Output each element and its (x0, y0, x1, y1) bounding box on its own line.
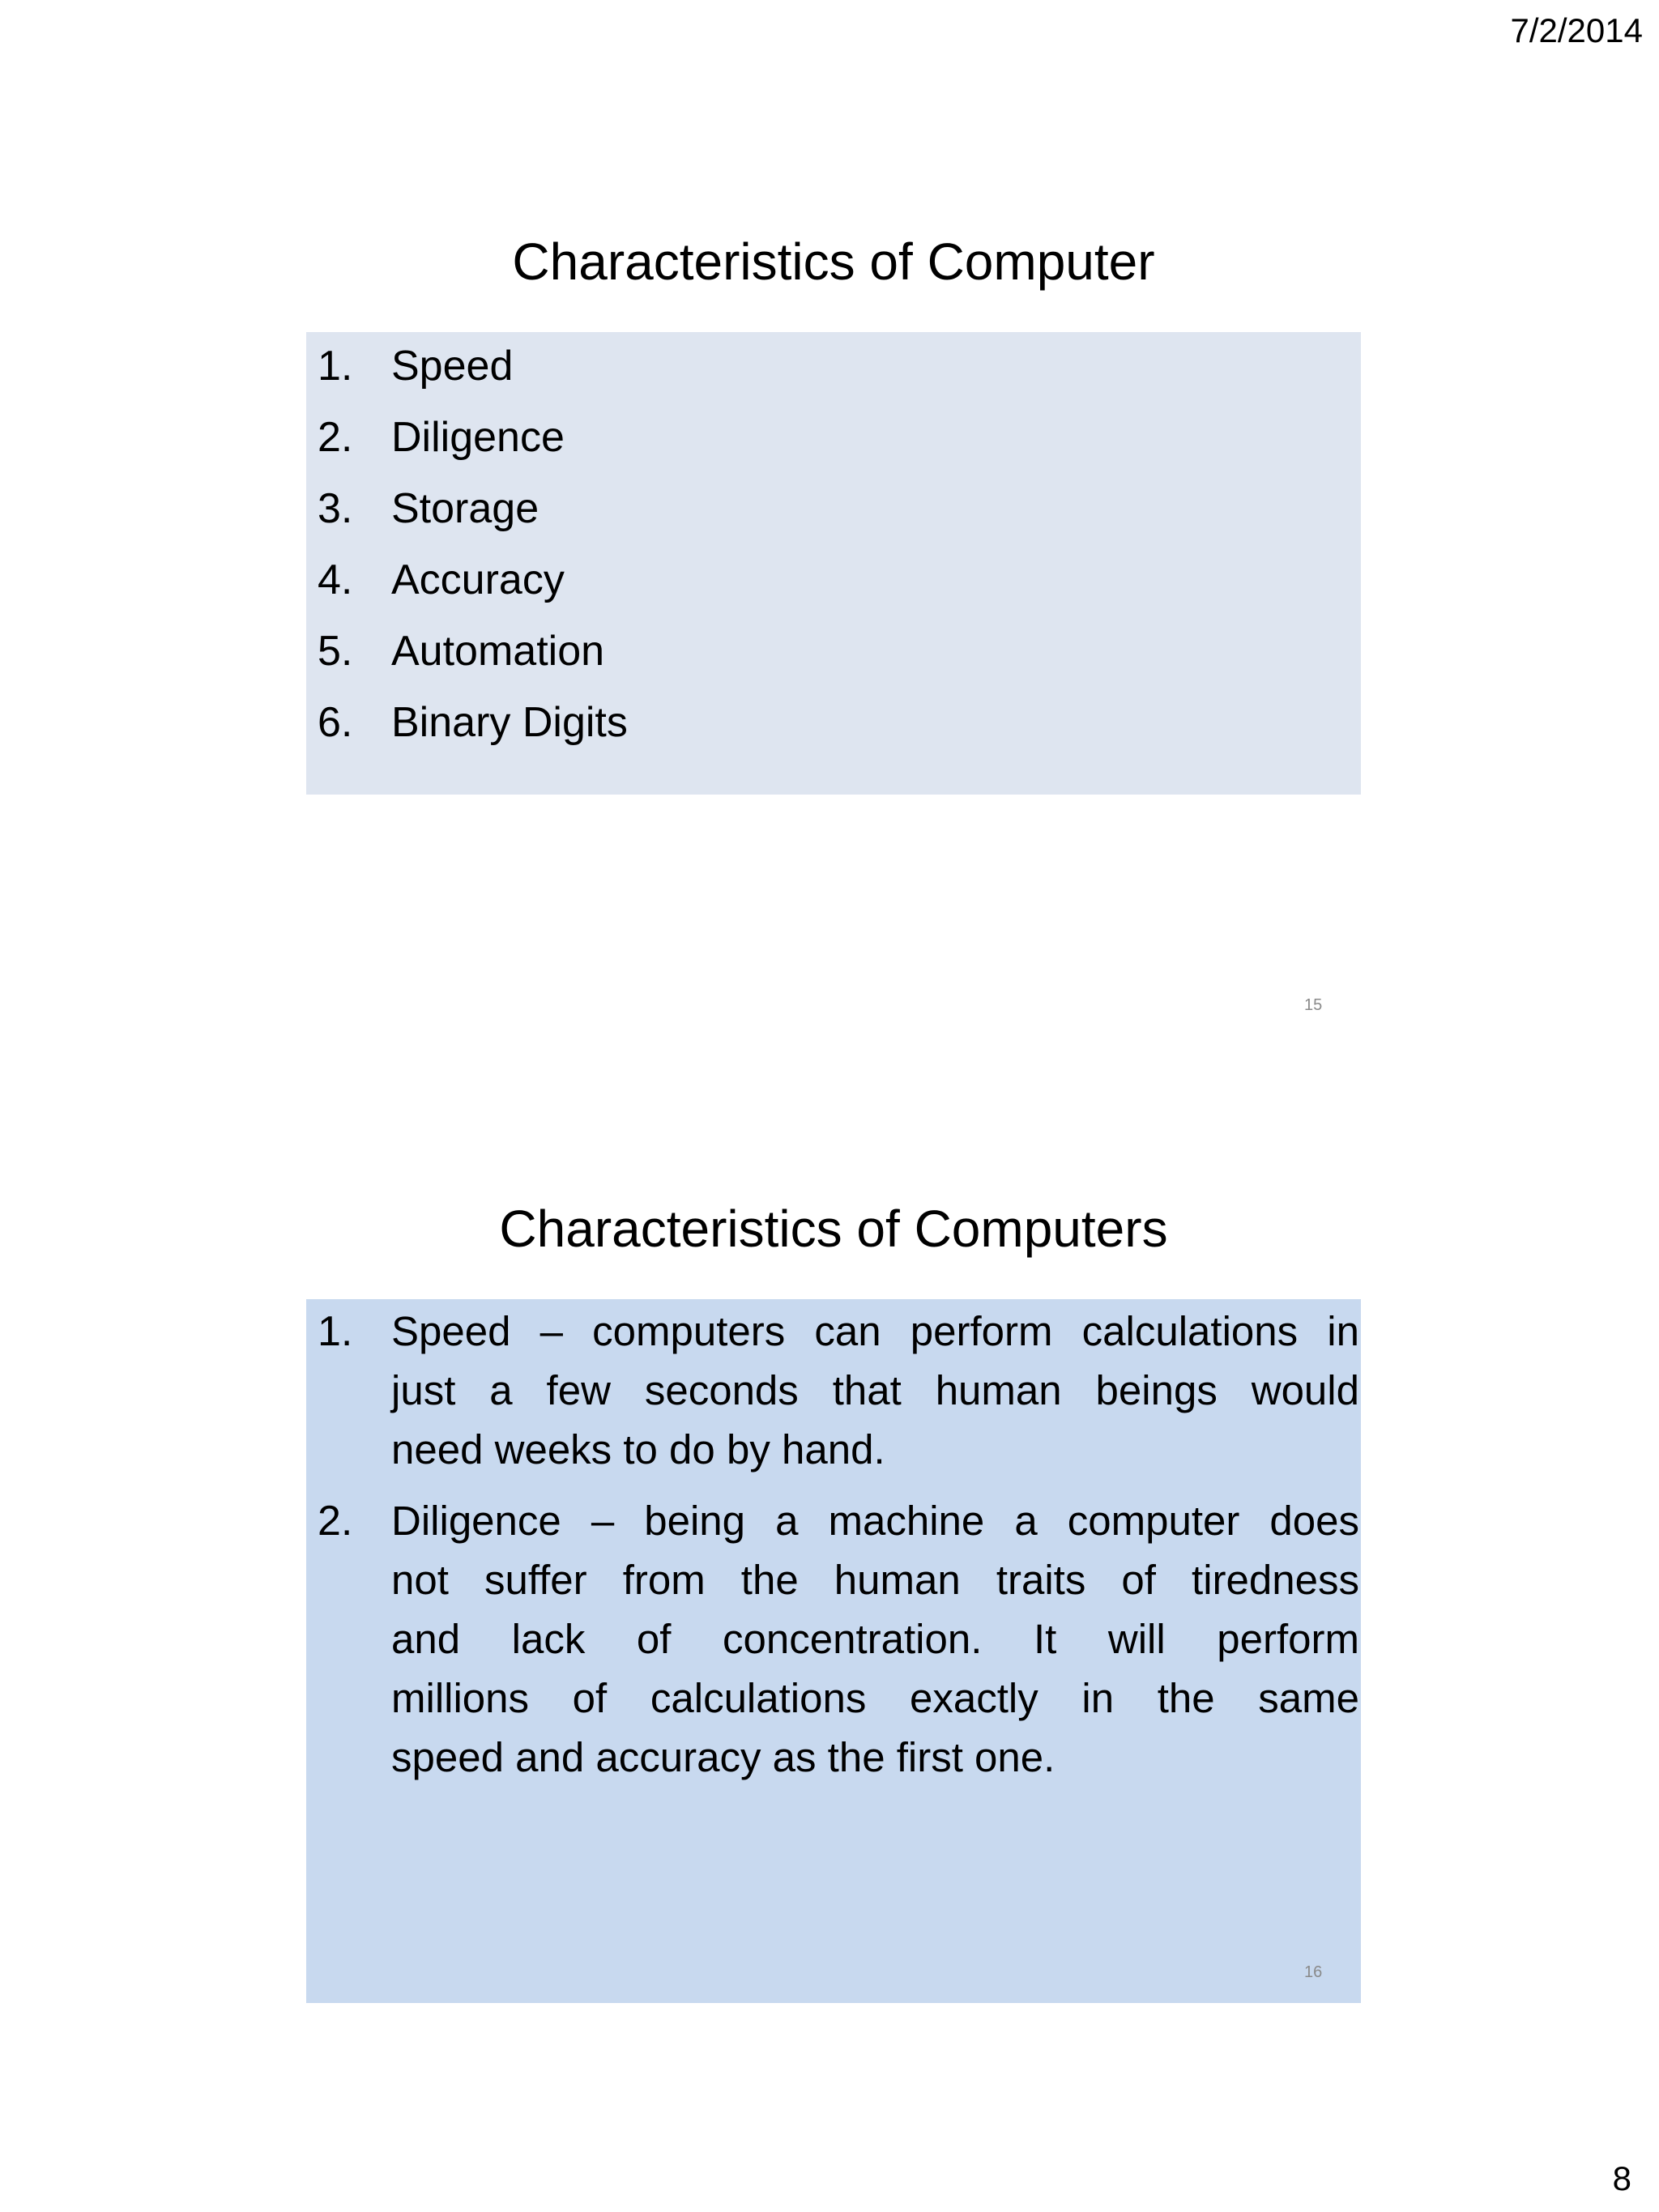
text-line: not suffer from the human traits of tiredness (391, 1557, 1359, 1603)
text-line: speed and accuracy as the first one. (391, 1734, 1056, 1780)
text-line: Speed – computers can perform calculations in (391, 1308, 1359, 1354)
list-number: 3. (318, 485, 353, 532)
slide-number: 16 (1304, 1963, 1323, 1981)
list-item (318, 1307, 1363, 1494)
list-text: Binary Digits (391, 699, 628, 746)
slide-15-content (306, 332, 1361, 795)
list-text: Accuracy (391, 556, 565, 603)
list-text: Storage (391, 485, 539, 532)
slide-number: 15 (1304, 996, 1323, 1014)
slide-16-content (306, 1299, 1361, 2003)
list-number: 5. (318, 628, 353, 675)
page-number: 8 (1612, 2159, 1631, 2197)
list-text: Speed (391, 343, 514, 390)
text-line: need weeks to do by hand. (391, 1426, 885, 1473)
list-item (318, 1497, 1363, 1805)
list-number: 1. (318, 1308, 353, 1355)
slide-15-title: Characteristics of Computer (512, 232, 1155, 291)
list-number: 6. (318, 699, 353, 746)
list-number: 4. (318, 556, 353, 603)
text-line: Diligence – being a machine a computer does (391, 1498, 1359, 1544)
list-text: Diligence (391, 414, 565, 461)
list-number: 1. (318, 343, 353, 390)
text-line: just a few seconds that human beings would (391, 1367, 1359, 1413)
print-date: 7/2/2014 (1510, 11, 1643, 49)
list-text: Automation (391, 628, 605, 675)
list-number: 2. (318, 1498, 353, 1545)
list-number: 2. (318, 414, 353, 461)
slide-16-title: Characteristics of Computers (499, 1200, 1168, 1258)
text-line: millions of calculations exactly in the same (391, 1675, 1359, 1721)
text-line: and lack of concentration. It will perform (391, 1616, 1359, 1662)
